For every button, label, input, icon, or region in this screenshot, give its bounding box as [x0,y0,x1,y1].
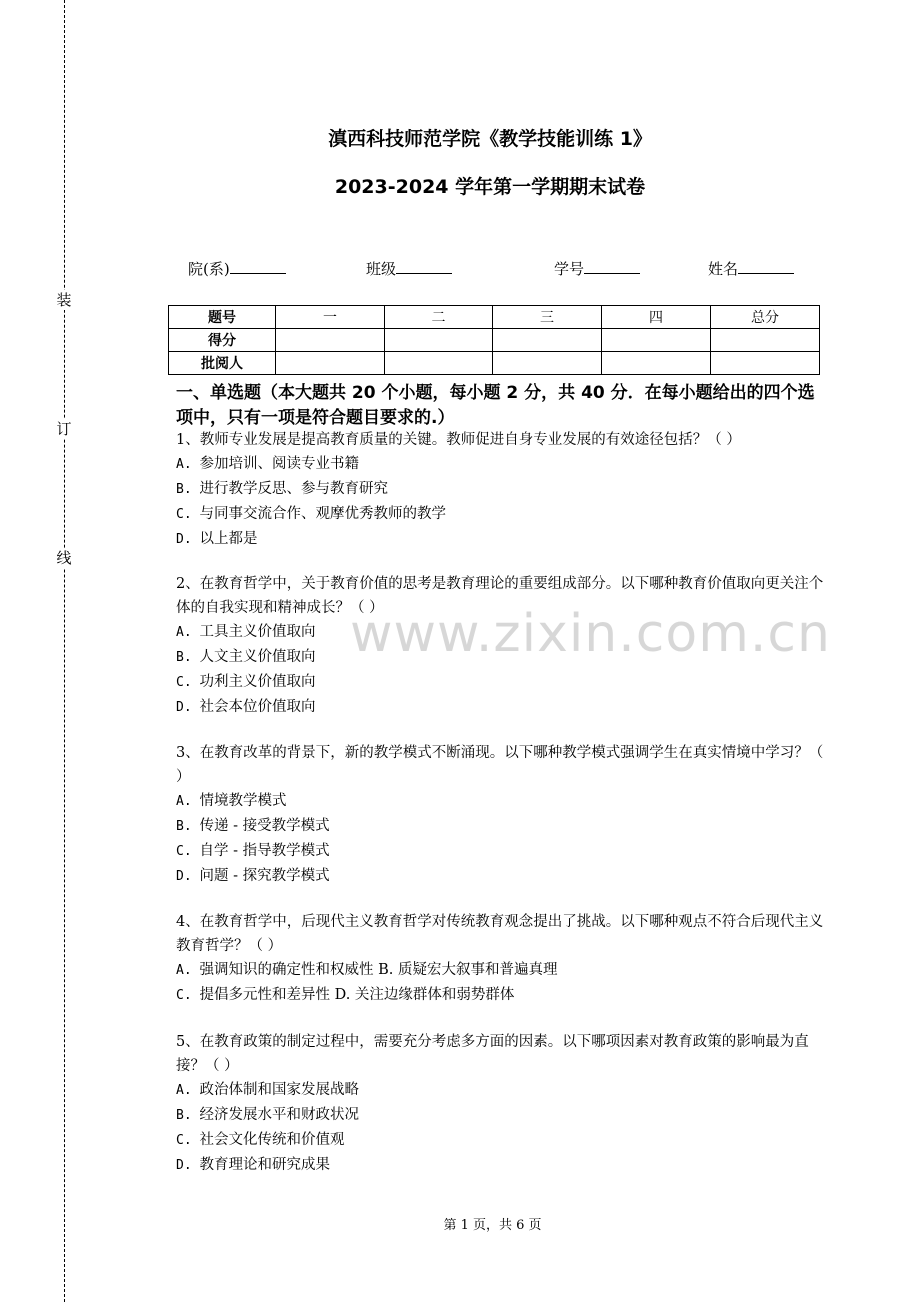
section-heading-single-choice: 一、单选题（本大题共 20 个小题，每小题 2 分，共 40 分．在每小题给出的四个选项中，只有一项是符合题目要求的.） [176,383,815,428]
question-stem: 3、在教育改革的背景下，新的教学模式不断涌现。以下哪种教学模式强调学生在真实情境中学习？（ ） [176,745,824,785]
row-header-score: 得分 [169,329,276,352]
page-footer: 第 1 页，共 6 页 [443,1218,542,1233]
option-c[interactable]: C. 与同事交流合作、观摩优秀教师的教学 [176,506,446,522]
col-header-4: 四 [602,306,711,329]
info-id-blank[interactable] [584,258,640,274]
option-b[interactable]: B. 进行教学反思、参与教育研究 [176,481,388,497]
option-c[interactable]: C. 功利主义价值取向 [176,674,316,690]
option-d[interactable]: D. 问题 - 探究教学模式 [176,868,330,884]
option-d[interactable]: D. 以上都是 [176,531,258,547]
score-cell[interactable] [493,329,602,352]
option-c[interactable]: C. 自学 - 指导教学模式 [176,843,330,859]
exam-title-line1: 滇西科技师范学院《教学技能训练 1》 [328,128,652,150]
col-header-3: 三 [493,306,602,329]
option-d[interactable]: D. 社会本位价值取向 [176,699,316,715]
info-name-label: 姓名 [708,260,739,278]
option-a[interactable]: A. 工具主义价值取向 [176,624,316,640]
question-5 [176,1030,826,1178]
info-id [554,258,640,280]
info-dept-blank[interactable] [230,258,286,274]
info-class-label: 班级 [366,260,397,278]
option-a[interactable]: A. 政治体制和国家发展战略 [176,1082,359,1098]
option-a-b[interactable]: A. 强调知识的确定性和权威性 B. 质疑宏大叙事和普遍真理 [176,962,558,978]
info-dept [188,258,286,280]
score-table-row-number [169,306,820,329]
option-d[interactable]: D. 教育理论和研究成果 [176,1157,330,1173]
option-a[interactable]: A. 情境教学模式 [176,793,287,809]
grader-cell[interactable] [493,352,602,375]
score-cell[interactable] [385,329,493,352]
score-cell[interactable] [711,329,820,352]
question-stem: 1、教师专业发展是提高教育质量的关键。教师促进自身专业发展的有效途径包括？（ ） [176,432,741,448]
watermark: www.zixin.com.cn [350,604,831,664]
col-header-2: 二 [385,306,493,329]
score-table [168,305,820,375]
grader-cell[interactable] [602,352,711,375]
question-1 [176,428,826,552]
row-header-number: 题号 [169,306,276,329]
question-stem: 5、在教育政策的制定过程中，需要充分考虑多方面的因素。以下哪项因素对教育政策的影响最为直接？（ ） [176,1034,809,1074]
col-header-total: 总分 [711,306,820,329]
option-b[interactable]: B. 经济发展水平和财政状况 [176,1107,359,1123]
question-3 [176,741,826,889]
grader-cell[interactable] [711,352,820,375]
option-b[interactable]: B. 传递 - 接受教学模式 [176,818,330,834]
option-c-d[interactable]: C. 提倡多元性和差异性 D. 关注边缘群体和弱势群体 [176,987,515,1003]
col-header-1: 一 [276,306,385,329]
score-table-row-grader [169,352,820,375]
option-b[interactable]: B. 人文主义价值取向 [176,649,316,665]
grader-cell[interactable] [276,352,385,375]
info-class-blank[interactable] [396,258,452,274]
info-id-label: 学号 [554,260,585,278]
question-4 [176,910,826,1008]
exam-title-line2: 2023-2024 学年第一学期期末试卷 [334,176,646,198]
info-class [366,258,452,280]
info-name-blank[interactable] [738,258,794,274]
score-cell[interactable] [276,329,385,352]
question-stem: 2、在教育哲学中，关于教育价值的思考是教育理论的重要组成部分。以下哪种教育价值取向更关注个体的自我实现和精神成长？（ ） [176,576,824,616]
info-dept-label: 院(系) [188,260,230,278]
option-c[interactable]: C. 社会文化传统和价值观 [176,1132,345,1148]
score-table-row-score [169,329,820,352]
binding-char-ding: 订 [56,420,72,438]
score-cell[interactable] [602,329,711,352]
option-a[interactable]: A. 参加培训、阅读专业书籍 [176,456,359,472]
binding-char-zhuang: 装 [56,291,72,309]
binding-char-xian: 线 [56,549,72,567]
question-stem: 4、在教育哲学中，后现代主义教育哲学对传统教育观念提出了挑战。以下哪种观点不符合后现代主义教育哲学？（ ） [176,914,824,954]
info-name [708,258,794,280]
row-header-grader: 批阅人 [169,352,276,375]
grader-cell[interactable] [385,352,493,375]
